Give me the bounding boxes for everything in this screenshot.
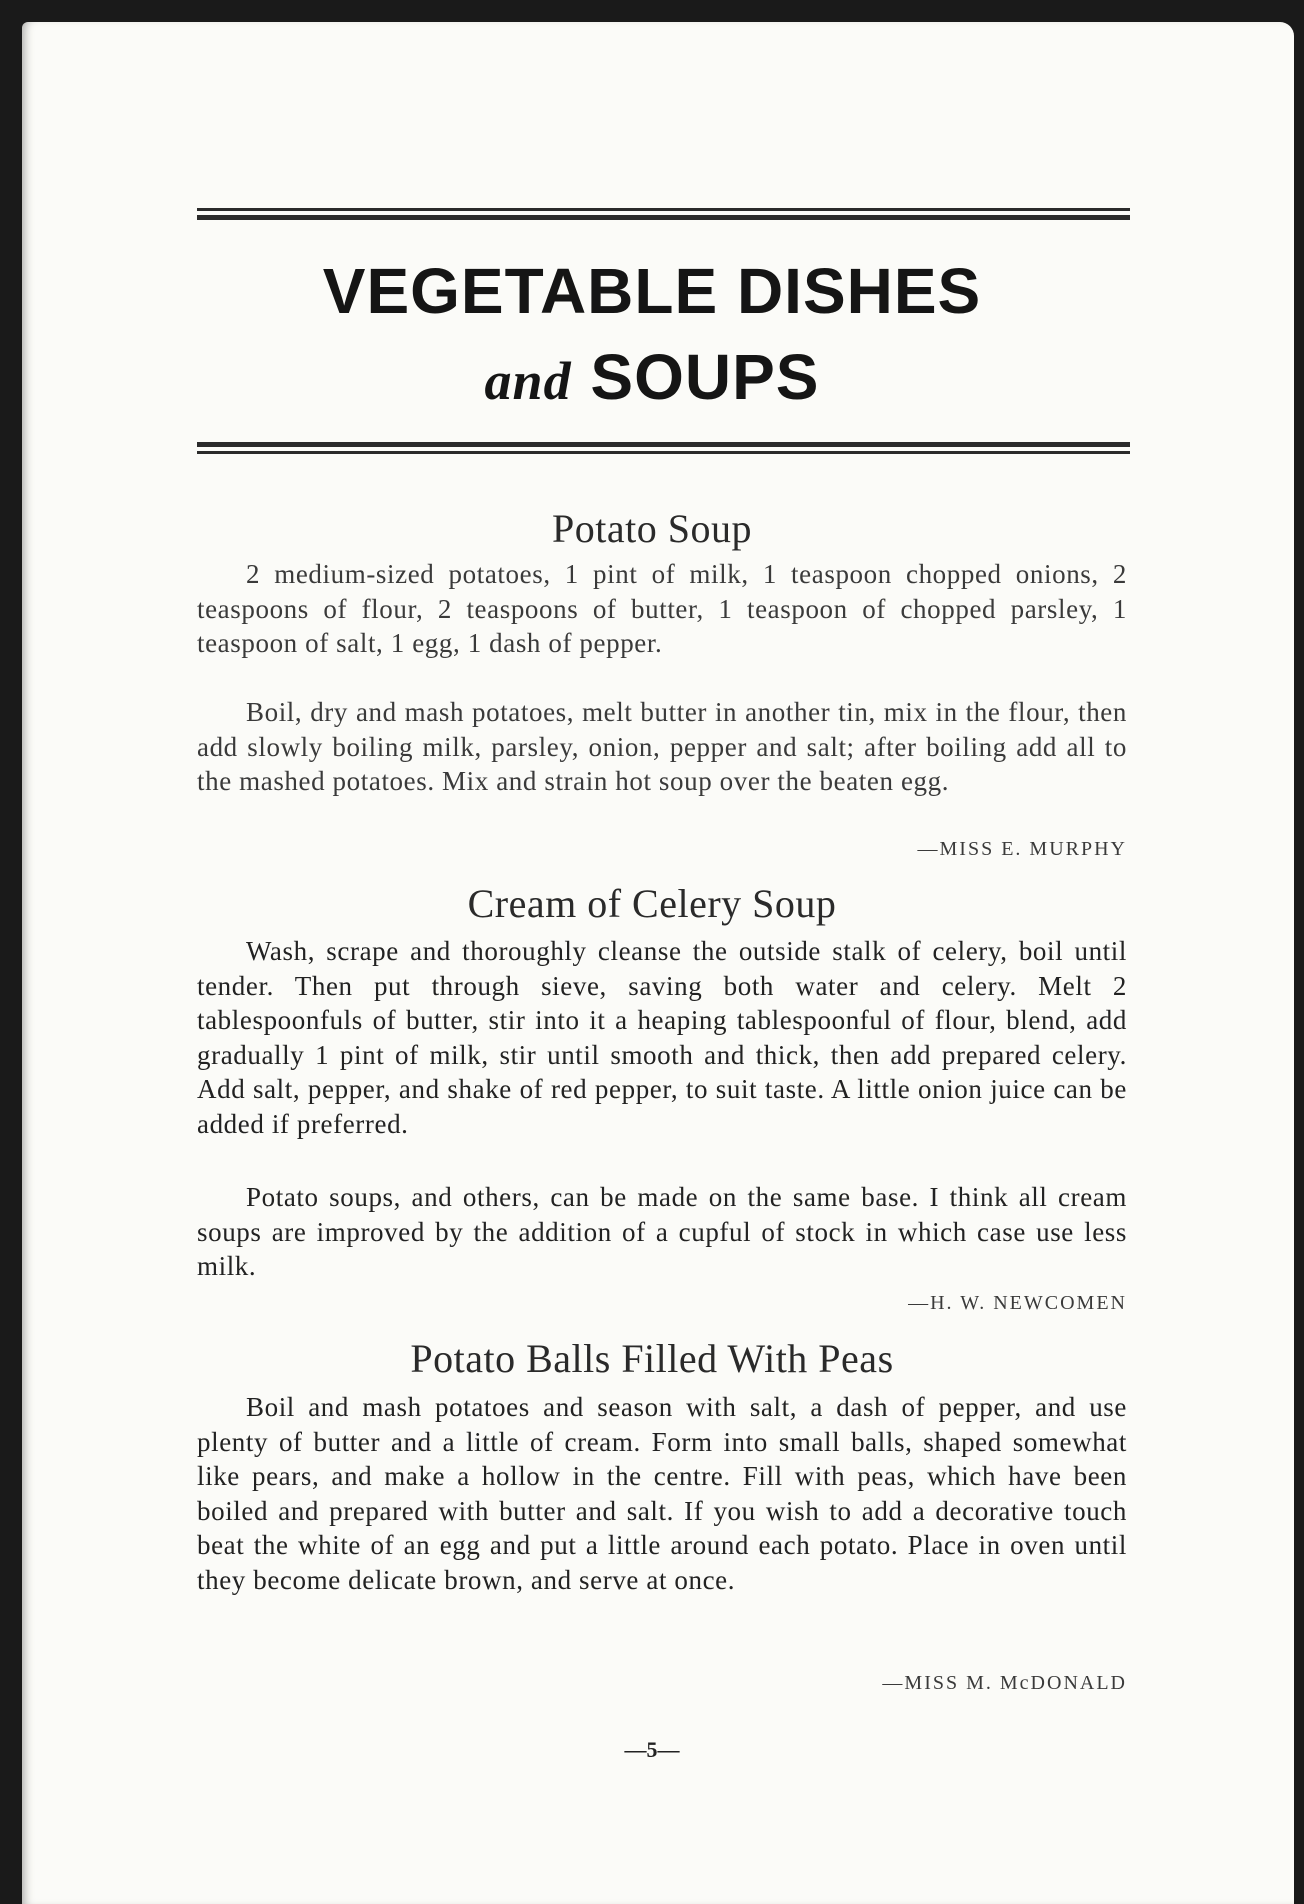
- page-number: —5—: [624, 1737, 680, 1762]
- recipe-ingredients-potato-soup: 2 medium-sized potatoes, 1 pint of milk, 1 teaspoon chopped onions, 2 teaspoons of flour, 2 teaspoons of butter, 1 teaspoon of chopped parsley, 1 teaspoon of salt, 1 egg, 1 dash of pepper.: [197, 559, 1127, 659]
- recipe-method-cream-of-celery-soup: Wash, scrape and thoroughly cleanse the outside stalk of celery, boil until tender. Then put through sieve, saving both water and celery. Melt 2 tablespoonfuls of butter, stir into it a heaping tablespoonful of flour, blend, add gradually 1 pint of milk, stir until smooth and thick, then add prepared celery. Add salt, pepper, and shake of red pepper, to suit taste. A little onion juice can be added if preferred.: [197, 936, 1127, 1139]
- recipe-method-potato-soup: Boil, dry and mash potatoes, melt butter in another tin, mix in the flour, then add slowly boiling milk, parsley, onion, pepper and salt; after boiling add all to the mashed potatoes. Mix and strain hot soup over the beaten egg.: [197, 697, 1127, 797]
- heading-text-vegetable-dishes: VEGETABLE DISHES: [322, 255, 982, 327]
- top-double-rule: [197, 208, 1130, 222]
- recipe-title-cream-of-celery-soup: Cream of Celery Soup: [467, 881, 837, 926]
- recipe-method-potato-balls-filled-with-peas: Boil and mash potatoes and season with salt, a dash of pepper, and use plenty of butter and a little of cream. Form into small balls, shaped somewhat like pears, and make a hollow in the centre. Fill with peas, which have been boiled and prepared with butter and salt. If you wish to add a decorative touch beat the white of an egg and put a little around each potato. Place in oven until they become delicate brown, and serve at once.: [197, 1392, 1127, 1595]
- recipe-title-potato-soup: Potato Soup: [552, 506, 752, 551]
- heading-text-soups: SOUPS: [590, 341, 820, 413]
- recipe-title-potato-balls-filled-with-peas: Potato Balls Filled With Peas: [410, 1336, 894, 1381]
- section-heading-line2: [0, 340, 1304, 414]
- heading-connector-and: and: [484, 351, 572, 411]
- section-heading-line1: [0, 254, 1304, 328]
- recipe-credit-cream-of-celery-soup: —H. W. NEWCOMEN: [908, 1292, 1127, 1314]
- recipe-credit-potato-balls-filled-with-peas: —MISS M. McDONALD: [882, 1672, 1127, 1694]
- recipe-credit-potato-soup: —MISS E. MURPHY: [917, 838, 1127, 860]
- recipe-note-cream-of-celery-soup: Potato soups, and others, can be made on the same base. I think all cream soups are improved by the addition of a cupful of stock in which case use less milk.: [197, 1182, 1127, 1282]
- bottom-double-rule: [197, 442, 1130, 456]
